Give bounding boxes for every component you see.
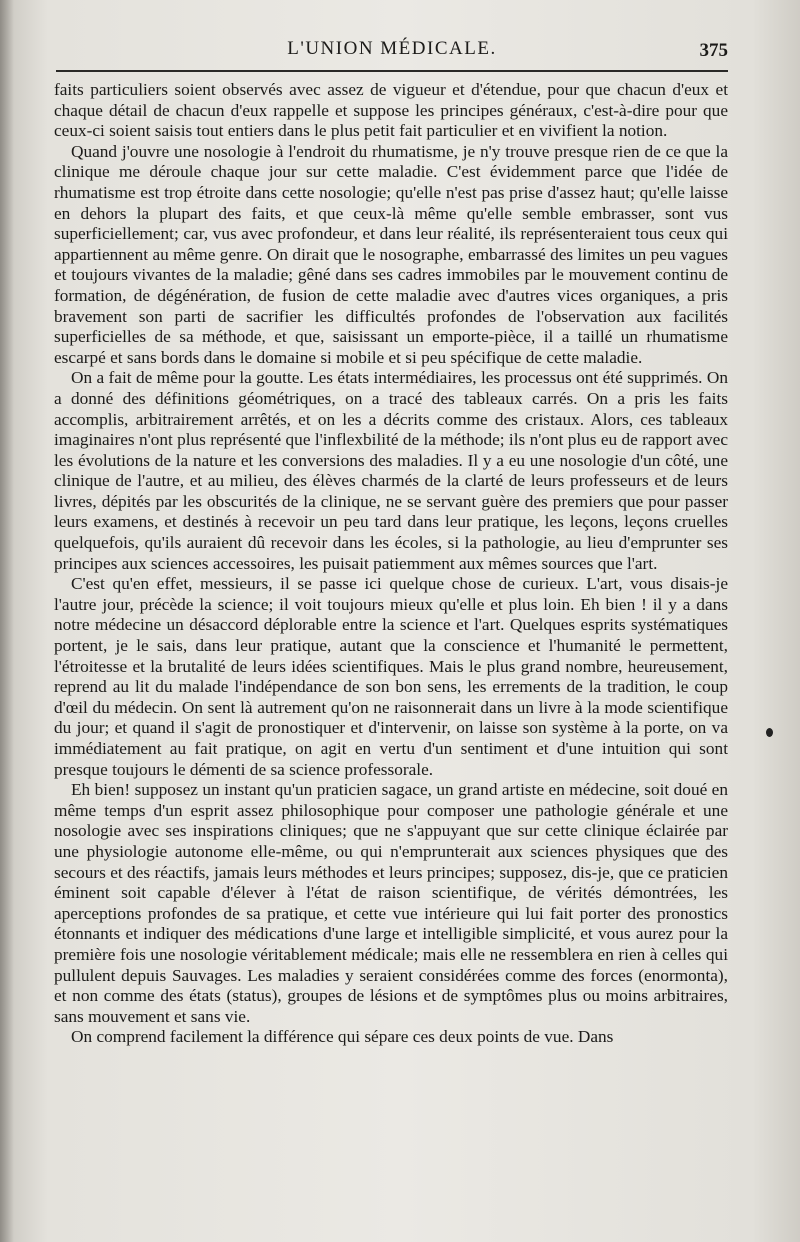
paragraph-final: On comprend facilement la différence qui sépare ces deux points de vue. Dans <box>71 1027 614 1047</box>
paragraph-goutte: On a fait de même pour la goutte. Les états intermédiaires, les processus ont été supprimés. On a donné des définitions géométriques, on a tracé des tableaux carrés. On a pris les faits accomplis, arbitrairement arrêtés, et on les a décrits comme des cristaux. Alors, ces tableaux imaginaires n'ont plus représenté que l'inflexbilité de la méthode; ils n'ont plus eu de rapport avec les évolutions de la nature et les conversions des maladies. Il y a eu une nosologie d'un côté, une clinique de l'autre, et au milieu, des élèves charmés de la clarté de leurs professeurs et de leurs livres, dépités par les obscurités de la clinique, ne se servant guère des premiers que pour passer leurs examens, et destinés à recevoir un peu tard dans leur pratique, les leçons, leçons cruelles quelquefois, qu'ils auraient dû recevoir dans les écoles, si la pathologie, au lieu d'emprunter ses principes aux sciences accessoires, les puisait patiemment aux mêmes sources que l'art. <box>54 368 728 573</box>
running-header <box>56 38 728 68</box>
page-number: 375 <box>699 40 728 61</box>
header-rule <box>56 70 728 72</box>
body-text <box>54 80 728 1048</box>
paragraph-rhumatisme: Quand j'ouvre une nosologie à l'endroit du rhumatisme, je n'y trouve presque rien de ce que la clinique me déroule chaque jour sur cette maladie. C'est évidemment parce que l'idée de rhumatisme est trop étroite dans cette nosologie; qu'elle n'est pas prise d'assez haut; qu'elle laisse en dehors la plupart des faits, et que ceux-là même qu'elle semble embrasser, sont vus superficiellement; car, vus avec profondeur, et dans leur réalité, ils représenteraient tous ceux qui appartiennent au même genre. On dirait que le nosographe, embarrassé des limites un peu vagues et toujours vivantes de la maladie; gêné dans ses cadres immobiles par le mouvement continu de formation, de dégénération, de fusion de cette maladie avec d'autres vices organiques, a pris bravement son parti de sacrifier les difficultés profondes de l'observation aux facilités superficielles de sa méthode, et que, saisissant un emporte-pièce, il a taillé un rhumatisme escarpé et sans bords dans le domaine si mobile et si peu spécifique de cette maladie. <box>54 141 728 367</box>
paragraph-art-science: C'est qu'en effet, messieurs, il se passe ici quelque chose de curieux. L'art, vous disais-je l'autre jour, précède la science; il voit toujours mieux qu'elle et plus loin. Eh bien ! il y a dans notre médecine un désaccord déplorable entre la science et l'art. Quelques esprits systématiques portent, je le sais, dans leur pratique, autant que la conscience et l'humanité le permettent, l'étroitesse et la brutalité de leurs idées scientifiques. Mais le plus grand nombre, heureusement, reprend au lit du malade l'indépendance de son bon sens, les errements de la tradition, le coup d'œil du médecin. On sent là autrement qu'on ne raisonnerait dans un livre à la mode scientifique du jour; et quand il s'agit de pronostiquer et d'intervenir, on laisse son système à la porte, on va immédiatement au fait pratique, on agit en vertu d'un sentiment et d'une intuition qui sont presque toujours le démenti de sa science professorale. <box>54 574 728 779</box>
paragraph-praticien: Eh bien! supposez un instant qu'un praticien sagace, un grand artiste en médecine, soit doué en même temps d'un esprit assez philosophique pour composer une pathologie générale et une nosologie avec ses inspirations cliniques; que ne s'appuyant que sur cette clinique éclairée par une physiologie autonome elle-même, ou qui n'emprunterait aux sciences physiques que des secours et des réactifs, jamais leurs méthodes et leurs principes; supposez, dis-je, que ce praticien éminent soit capable d'élever à l'état de raison scientifique, de vérités démontrées, les aperceptions profondes de sa pratique, et cette vue intérieure qui lui fait porter des pronostics étonnants et indiquer des médications d'une large et intelligible simplicité, et vous aurez pour la première fois une nosologie véritablement médicale; mais elle ne ressemblera en rien à celles qui pullulent depuis Sauvages. Les maladies y seraient considérées comme des forces (enormonta), et non comme des états (status), groupes de lésions et de symptômes plus ou moins arbitraires, sans mouvement et sans vie. <box>54 780 728 1026</box>
paragraph-continued: faits particuliers soient observés avec assez de vigueur et d'étendue, pour que chacun d'eux et chaque détail de chacun d'eux rappelle et suppose les principes généraux, c'est-à-dire pour que ceux-ci soient saisis tout entiers dans le plus petit fait particulier et en vivifient la notion. <box>54 80 728 141</box>
margin-ink-spot <box>766 728 773 737</box>
page-binding-shadow <box>0 0 14 1242</box>
journal-title: L'UNION MÉDICALE. <box>287 38 497 59</box>
